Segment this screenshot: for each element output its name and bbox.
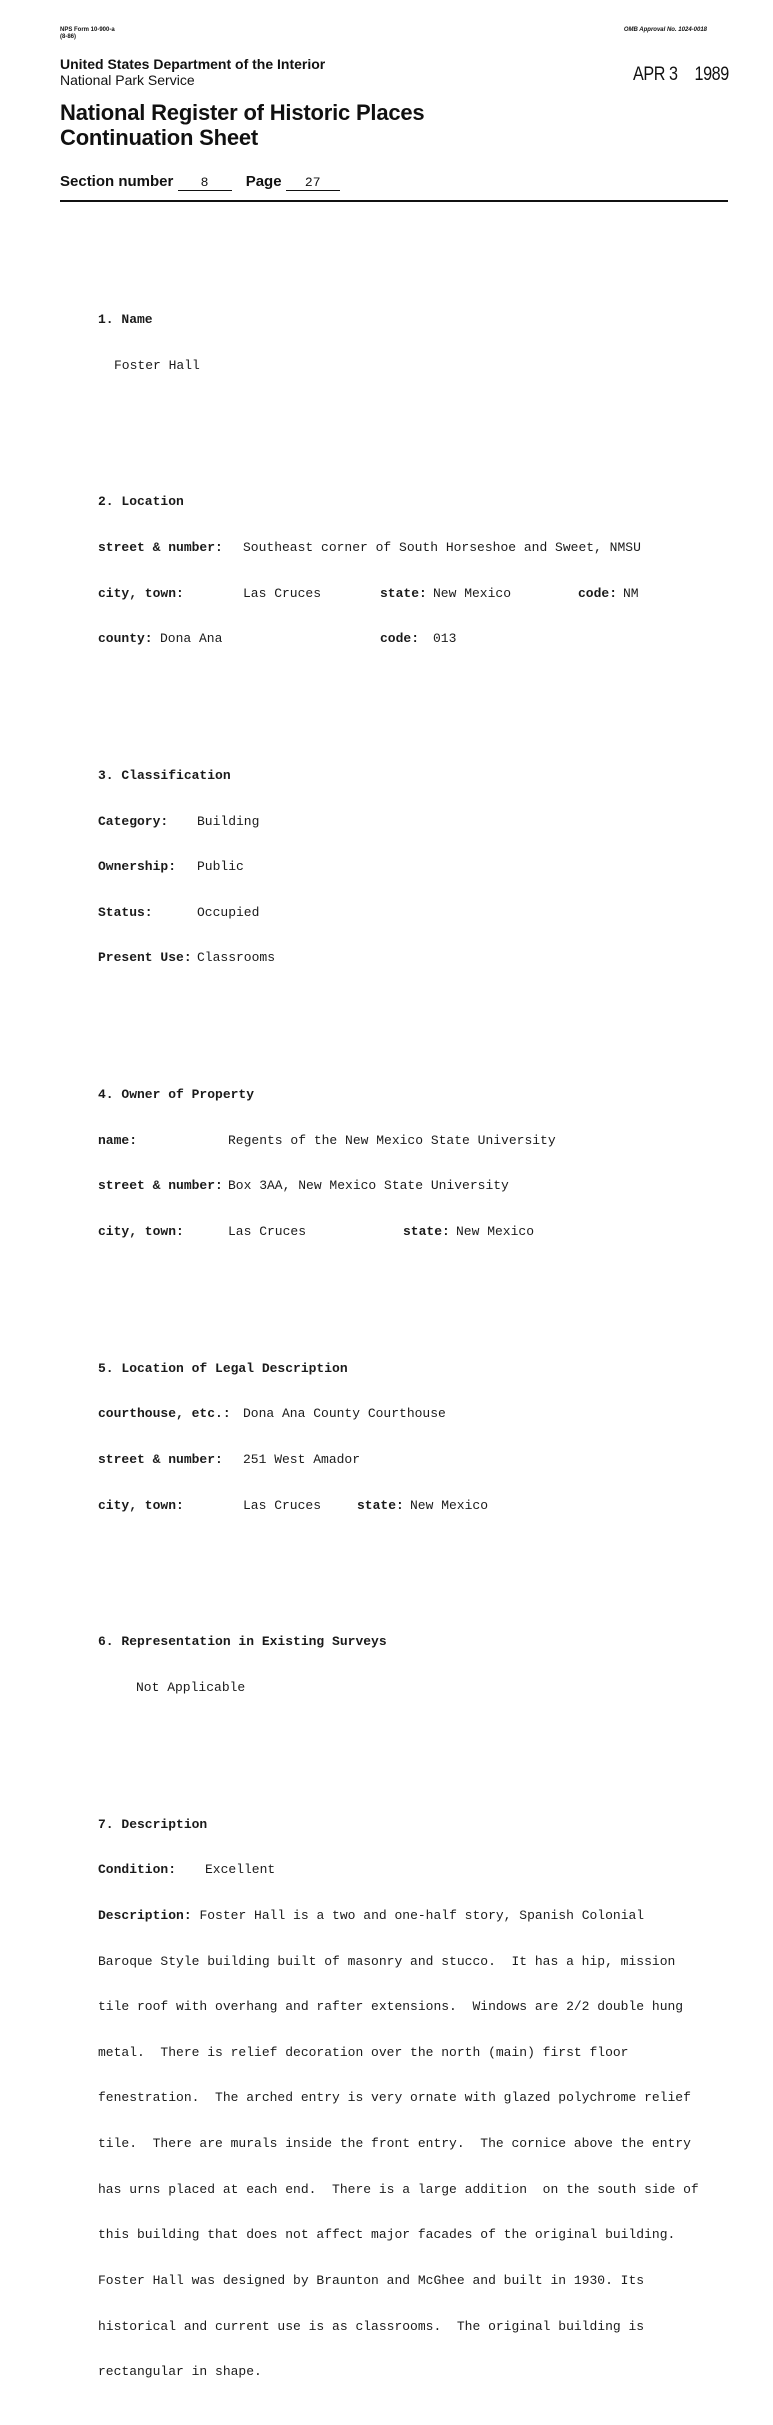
page-title: National Register of Historic Places Continuation Sheet bbox=[60, 100, 425, 150]
page-label: Page bbox=[245, 173, 282, 190]
document-body bbox=[98, 236, 718, 2425]
section-label: Section number bbox=[60, 173, 174, 190]
department-name: United States Department of the Interior bbox=[60, 56, 326, 72]
stamp-year: 1989 bbox=[694, 64, 729, 85]
section-location: 2. Location street & number: Southeast corner of South Horseshoe and Sweet, NMSU city, town: Las Cruces state: New Mexico code: NM county: Dona Ana code: 013 bbox=[98, 494, 641, 647]
section-legal-description: 5. Location of Legal Description courthouse, etc.: Dona Ana County Courthouse street & number: 251 West Amador city, town: Las Cruces state: New Mexico bbox=[98, 1360, 489, 1513]
page-number: 27 bbox=[286, 175, 340, 191]
section-surveys: 6. Representation in Existing Surveys Not Applicable bbox=[98, 1634, 387, 1696]
section-owner: 4. Owner of Property name: Regents of the New Mexico State University street & number: Box 3AA, New Mexico State University city, town: Las Cruces state: New Mexico bbox=[98, 1087, 556, 1240]
section-classification: 3. Classification Category: Building Ownership: Public Status: Occupied Present Use: Classrooms bbox=[98, 768, 276, 966]
section-description: 7. Description Condition: Excellent Description: Foster Hall is a two and one-half story, Spanish Colonial Baroque Style building built of masonry and stucco. It has a hip, mission tile roof with overhang and rafter extensions. Windows are 2/2 double hung metal. There is relief decoration over the north (main) first floor fenestration. The arched entry is very ornate with glazed polychrome relief tile. There are murals inside the front entry. The cornice above the entry has urns placed at each end. There is a large addition on the south side of this building that does not affect major facades of the original building. Foster Hall was designed by Braunton and McGhee and built in 1930. Its historical and current use is as classrooms. The original building is rectangular in shape. bbox=[98, 1816, 699, 2380]
form-number: NPS Form 10-900-a (8-86) bbox=[60, 27, 115, 40]
received-stamp bbox=[633, 64, 729, 86]
omb-approval: OMB Approval No. 1024-0018 bbox=[623, 27, 707, 33]
agency-name: National Park Service bbox=[60, 72, 195, 88]
section-name: 1. Name Foster Hall bbox=[98, 312, 200, 373]
section-number: 8 bbox=[178, 175, 232, 191]
stamp-date: APR 3 bbox=[633, 64, 678, 85]
section-page-line bbox=[60, 173, 340, 191]
header-divider bbox=[60, 200, 728, 202]
